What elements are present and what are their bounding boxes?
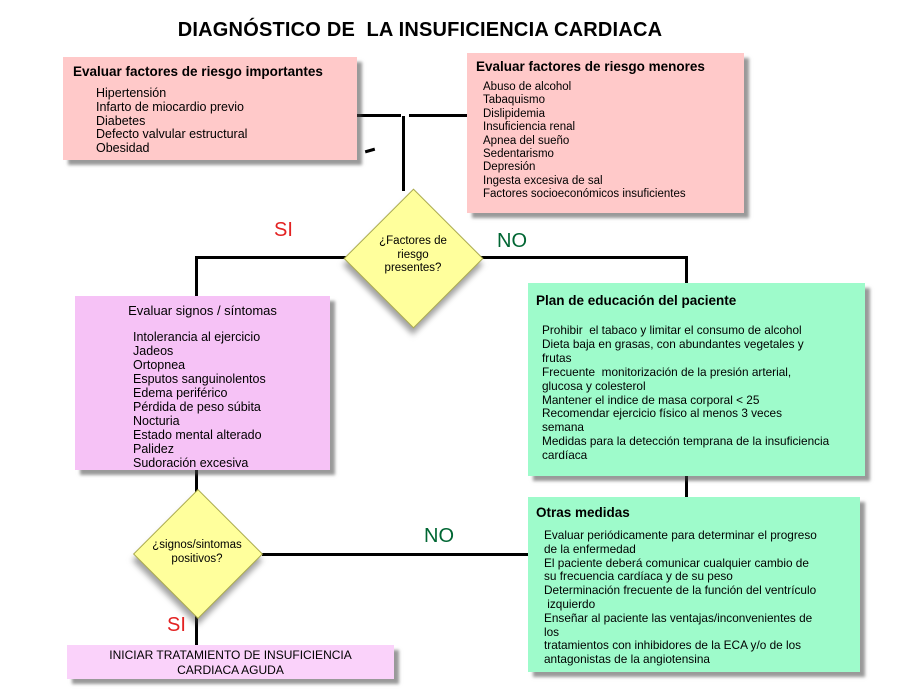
text-line: Hipertensión bbox=[96, 86, 167, 100]
decision-risk-factors-label bbox=[353, 235, 473, 276]
text-line: Pérdida de peso súbita bbox=[133, 400, 261, 414]
connector-si1-horizontal bbox=[196, 256, 346, 259]
text-line: cardíaca bbox=[542, 448, 588, 463]
connector-top-left bbox=[357, 114, 401, 117]
text-line: Mantener el indice de masa corporal < 25 bbox=[542, 392, 760, 407]
text-line: Obesidad bbox=[96, 141, 150, 156]
text-line: los bbox=[544, 624, 560, 639]
text-line: Recomendar ejercicio físico al menos 3 veces bbox=[542, 406, 782, 421]
connector-education-to-other bbox=[685, 475, 688, 499]
text-line: ¿signos/sintomas bbox=[152, 539, 242, 551]
text-line: CARDIACA AGUDA bbox=[177, 662, 284, 677]
branch-label-si-1: SI bbox=[274, 219, 293, 241]
text-line: frutas bbox=[542, 350, 572, 365]
box-other-measures bbox=[528, 497, 860, 672]
page-title: DIAGNÓSTICO DE LA INSUFICIENCIA CARDIACA bbox=[177, 19, 663, 41]
box-major-risk-factors bbox=[63, 57, 357, 160]
text-line: semana bbox=[542, 420, 584, 435]
text-line: antagonistas de la angiotensina bbox=[544, 652, 710, 667]
text-line: Dieta baja en grasas, con abundantes vegetales y bbox=[542, 336, 804, 351]
text-line: presentes? bbox=[384, 262, 442, 274]
text-line: Defecto valvular estructural bbox=[96, 127, 248, 142]
text-line: Jadeos bbox=[133, 344, 174, 358]
text-line: Nocturia bbox=[133, 414, 180, 428]
text-line: Ingesta excesiva de sal bbox=[483, 174, 603, 187]
connector-no2-horizontal bbox=[262, 553, 531, 556]
text-line: Evaluar periódicamente para determinar el progreso bbox=[544, 528, 817, 542]
text-line: Depresión bbox=[483, 161, 536, 174]
box-education-title: Plan de educación del paciente bbox=[536, 293, 737, 308]
text-line: Palidez bbox=[133, 442, 174, 456]
text-line: tratamientos con inhibidores de la ECA y/o de los bbox=[544, 638, 802, 653]
stray-dash bbox=[365, 148, 375, 154]
box-education-plan bbox=[528, 283, 865, 476]
text-line: Tabaquismo bbox=[483, 94, 546, 107]
text-line: Determinación frecuente de la función del ventrículo bbox=[544, 583, 817, 598]
text-line: positivos? bbox=[171, 552, 223, 565]
text-line: Diabetes bbox=[96, 113, 146, 128]
box-major-risk-items bbox=[73, 87, 351, 156]
decision-signs-symptoms-label bbox=[137, 539, 257, 566]
text-line: Insuficiencia renal bbox=[483, 121, 576, 134]
text-line: Abuso de alcohol bbox=[483, 81, 572, 93]
text-line: Factores socioeconómicos insuficientes bbox=[483, 188, 686, 201]
box-signs-symptoms bbox=[75, 296, 330, 470]
text-line: su frecuencia cardíaca y de su peso bbox=[544, 569, 733, 584]
box-minor-risk-title: Evaluar factores de riesgo menores bbox=[476, 59, 705, 74]
text-line: Estado mental alterado bbox=[133, 428, 262, 442]
text-line: izquierdo bbox=[544, 596, 596, 611]
branch-label-no-2: NO bbox=[424, 525, 454, 547]
text-line: de la enfermedad bbox=[544, 541, 636, 556]
text-line: Apnea del sueño bbox=[483, 134, 570, 147]
box-other-measures-title: Otras medidas bbox=[536, 505, 630, 520]
connector-no1-vertical bbox=[685, 256, 688, 285]
box-minor-risk-factors bbox=[467, 53, 744, 213]
text-line: Esputos sanguinolentos bbox=[133, 372, 266, 386]
text-line: Dislipidemia bbox=[483, 107, 545, 120]
box-start-treatment bbox=[67, 645, 394, 679]
box-signs-title: Evaluar signos / síntomas bbox=[128, 303, 277, 318]
text-line: Frecuente monitorización de la presión arterial, bbox=[542, 364, 792, 379]
branch-label-no-1: NO bbox=[497, 230, 527, 252]
box-education-lines bbox=[536, 324, 859, 463]
text-line: Infarto de miocardio previo bbox=[96, 99, 244, 114]
text-line: Enseñar al paciente las ventajas/inconvenientes de bbox=[544, 610, 813, 625]
text-line: Prohibir el tabaco y limitar el consumo de alcohol bbox=[542, 323, 802, 337]
connector-top-down bbox=[402, 116, 405, 191]
text-line: glucosa y colesterol bbox=[542, 378, 646, 393]
text-line: Sedentarismo bbox=[483, 148, 554, 161]
text-line: Sudoración excesiva bbox=[133, 456, 249, 470]
box-signs-items bbox=[79, 330, 326, 470]
text-line: Intolerancia al ejercicio bbox=[133, 330, 261, 344]
text-line: Ortopnea bbox=[133, 358, 186, 372]
text-line: INICIAR TRATAMIENTO DE INSUFICIENCIA bbox=[109, 648, 352, 662]
connector-top-right bbox=[409, 114, 467, 117]
box-minor-risk-items bbox=[476, 81, 740, 202]
text-line: Edema periférico bbox=[133, 386, 228, 400]
box-other-measures-lines bbox=[536, 529, 856, 667]
box-start-treatment-lines bbox=[67, 648, 394, 677]
text-line: riesgo bbox=[397, 248, 429, 261]
text-line: El paciente deberá comunicar cualquier cambio de bbox=[544, 555, 809, 570]
connector-no1-horizontal bbox=[481, 256, 688, 259]
text-line: ¿Factores de bbox=[379, 235, 447, 247]
branch-label-si-2: SI bbox=[167, 614, 186, 636]
box-major-risk-title: Evaluar factores de riesgo importantes bbox=[73, 64, 323, 79]
text-line: Medidas para la detección temprana de la insuficiencia bbox=[542, 434, 830, 449]
